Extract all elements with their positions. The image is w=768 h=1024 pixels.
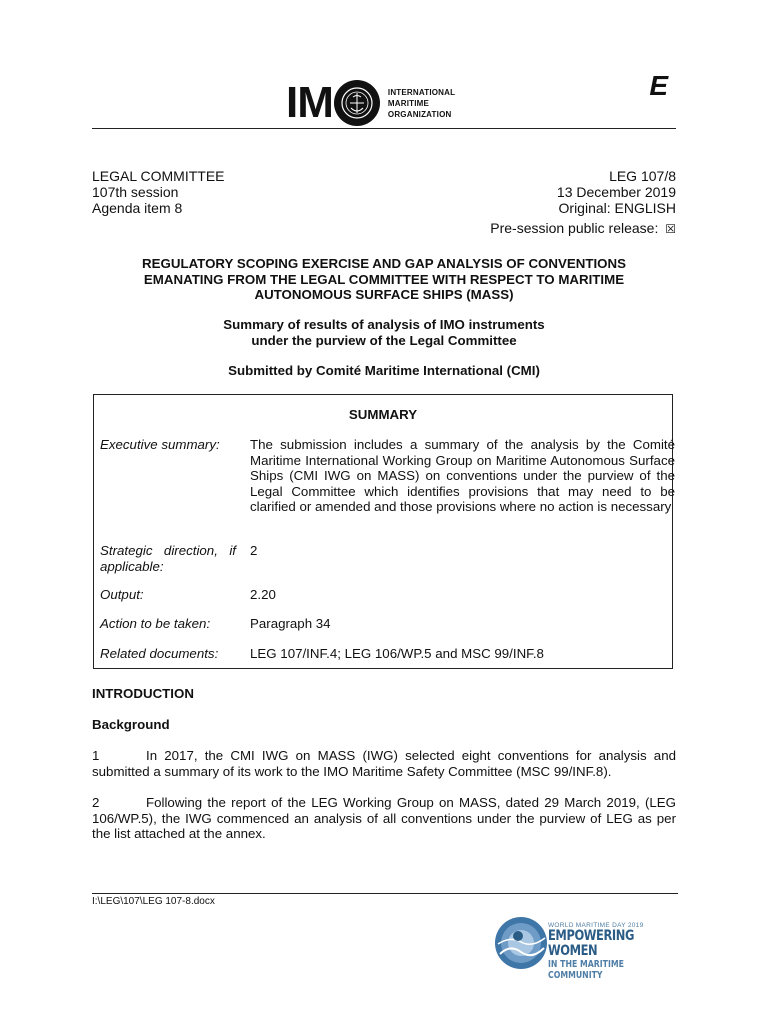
- language-code: E: [649, 70, 668, 101]
- imo-emblem-icon: [334, 80, 380, 126]
- summary-heading: SUMMARY: [348, 407, 418, 422]
- imo-logo-im: IM: [286, 78, 333, 127]
- paragraph-number: 2: [92, 795, 100, 810]
- wmd-logo-text: [548, 922, 680, 981]
- footer-file-path: I:\LEG\107\LEG 107-8.docx: [92, 896, 215, 907]
- summary-value: Paragraph 34: [250, 616, 331, 631]
- subtitle-line: under the purview of the Legal Committee: [251, 332, 517, 348]
- summary-value: LEG 107/INF.4; LEG 106/WP.5 and MSC 99/INF.8: [250, 646, 544, 661]
- release-label: Pre-session public release:: [490, 220, 659, 236]
- paragraph-text: Following the report of the LEG Working Group on MASS, dated 29 March 2019, (LEG 106/WP.5), the IWG commenced an analysis of all conventions under the purview of LEG as per the list attached at the annex.: [92, 795, 676, 841]
- section-heading-background: Background: [92, 717, 170, 732]
- wmd-big-text: EMPOWERING WOMEN: [548, 928, 634, 959]
- paragraph-1: [92, 748, 676, 779]
- summary-value: 2.20: [250, 587, 276, 602]
- meta-left: [92, 168, 225, 216]
- committee-name: LEGAL COMMITTEE: [92, 168, 225, 184]
- submitted-by: Submitted by Comité Maritime International (CMI): [228, 363, 540, 378]
- paragraph-text: In 2017, the CMI IWG on MASS (IWG) selected eight conventions for analysis and submitted a summary of its work to the IMO Maritime Safety Committee (MSC 99/INF.8).: [92, 748, 676, 779]
- agenda-item: Agenda item 8: [92, 200, 183, 216]
- summary-row-strategic: [100, 543, 668, 575]
- session: 107th session: [92, 184, 179, 200]
- section-heading-introduction: INTRODUCTION: [92, 686, 194, 701]
- wmd-globe-icon: [492, 914, 550, 975]
- summary-value: The submission includes a summary of the analysis by the Comité Maritime International Working Group on Maritime Autonomous Surface Ships (CMI IWG on MASS) on conventions under the purview of the Legal Committee which identifies provisions that may need to be clarified or amended and those provisions where no action is necessary: [250, 437, 675, 514]
- document-subtitle: [92, 317, 676, 348]
- summary-label: Action to be taken:: [100, 616, 211, 631]
- world-maritime-day-logo: [490, 910, 680, 981]
- summary-label: Strategic direction, if applicable:: [100, 543, 236, 574]
- summary-box: [93, 394, 673, 669]
- summary-label: Output:: [100, 587, 144, 602]
- release-checkbox: ☒: [665, 222, 676, 236]
- summary-label: Executive summary:: [100, 437, 220, 452]
- footer-divider: [92, 893, 678, 894]
- summary-value: 2: [250, 543, 258, 558]
- wmd-small-text: WORLD MARITIME DAY 2019: [548, 922, 644, 929]
- subtitle-line: Summary of results of analysis of IMO instruments: [223, 317, 545, 332]
- title-line: AUTONOMOUS SURFACE SHIPS (MASS): [254, 287, 514, 302]
- org-line: MARITIME: [387, 98, 430, 108]
- wmd-sub-text: IN THE MARITIME COMMUNITY: [548, 959, 624, 981]
- summary-row-executive: [100, 437, 675, 533]
- imo-logo-text: [388, 87, 455, 120]
- document-number: LEG 107/8: [609, 168, 676, 184]
- summary-label: Related documents:: [100, 646, 219, 661]
- org-line: ORGANIZATION: [387, 109, 452, 119]
- document-date: 13 December 2019: [556, 184, 676, 200]
- title-line: EMANATING FROM THE LEGAL COMMITTEE WITH RESPECT TO MARITIME: [143, 271, 625, 287]
- release-line: [490, 220, 676, 236]
- org-line: INTERNATIONAL: [387, 87, 456, 97]
- paragraph-number: 1: [92, 748, 100, 763]
- document-title: [92, 256, 676, 303]
- document-header: [92, 70, 676, 129]
- title-line: REGULATORY SCOPING EXERCISE AND GAP ANALYSIS OF CONVENTIONS: [142, 256, 626, 271]
- original-language: Original: ENGLISH: [558, 200, 676, 216]
- imo-logo-letters: [286, 80, 380, 126]
- imo-logo: [286, 80, 455, 126]
- paragraph-2: [92, 795, 676, 842]
- meta-right: [490, 168, 676, 236]
